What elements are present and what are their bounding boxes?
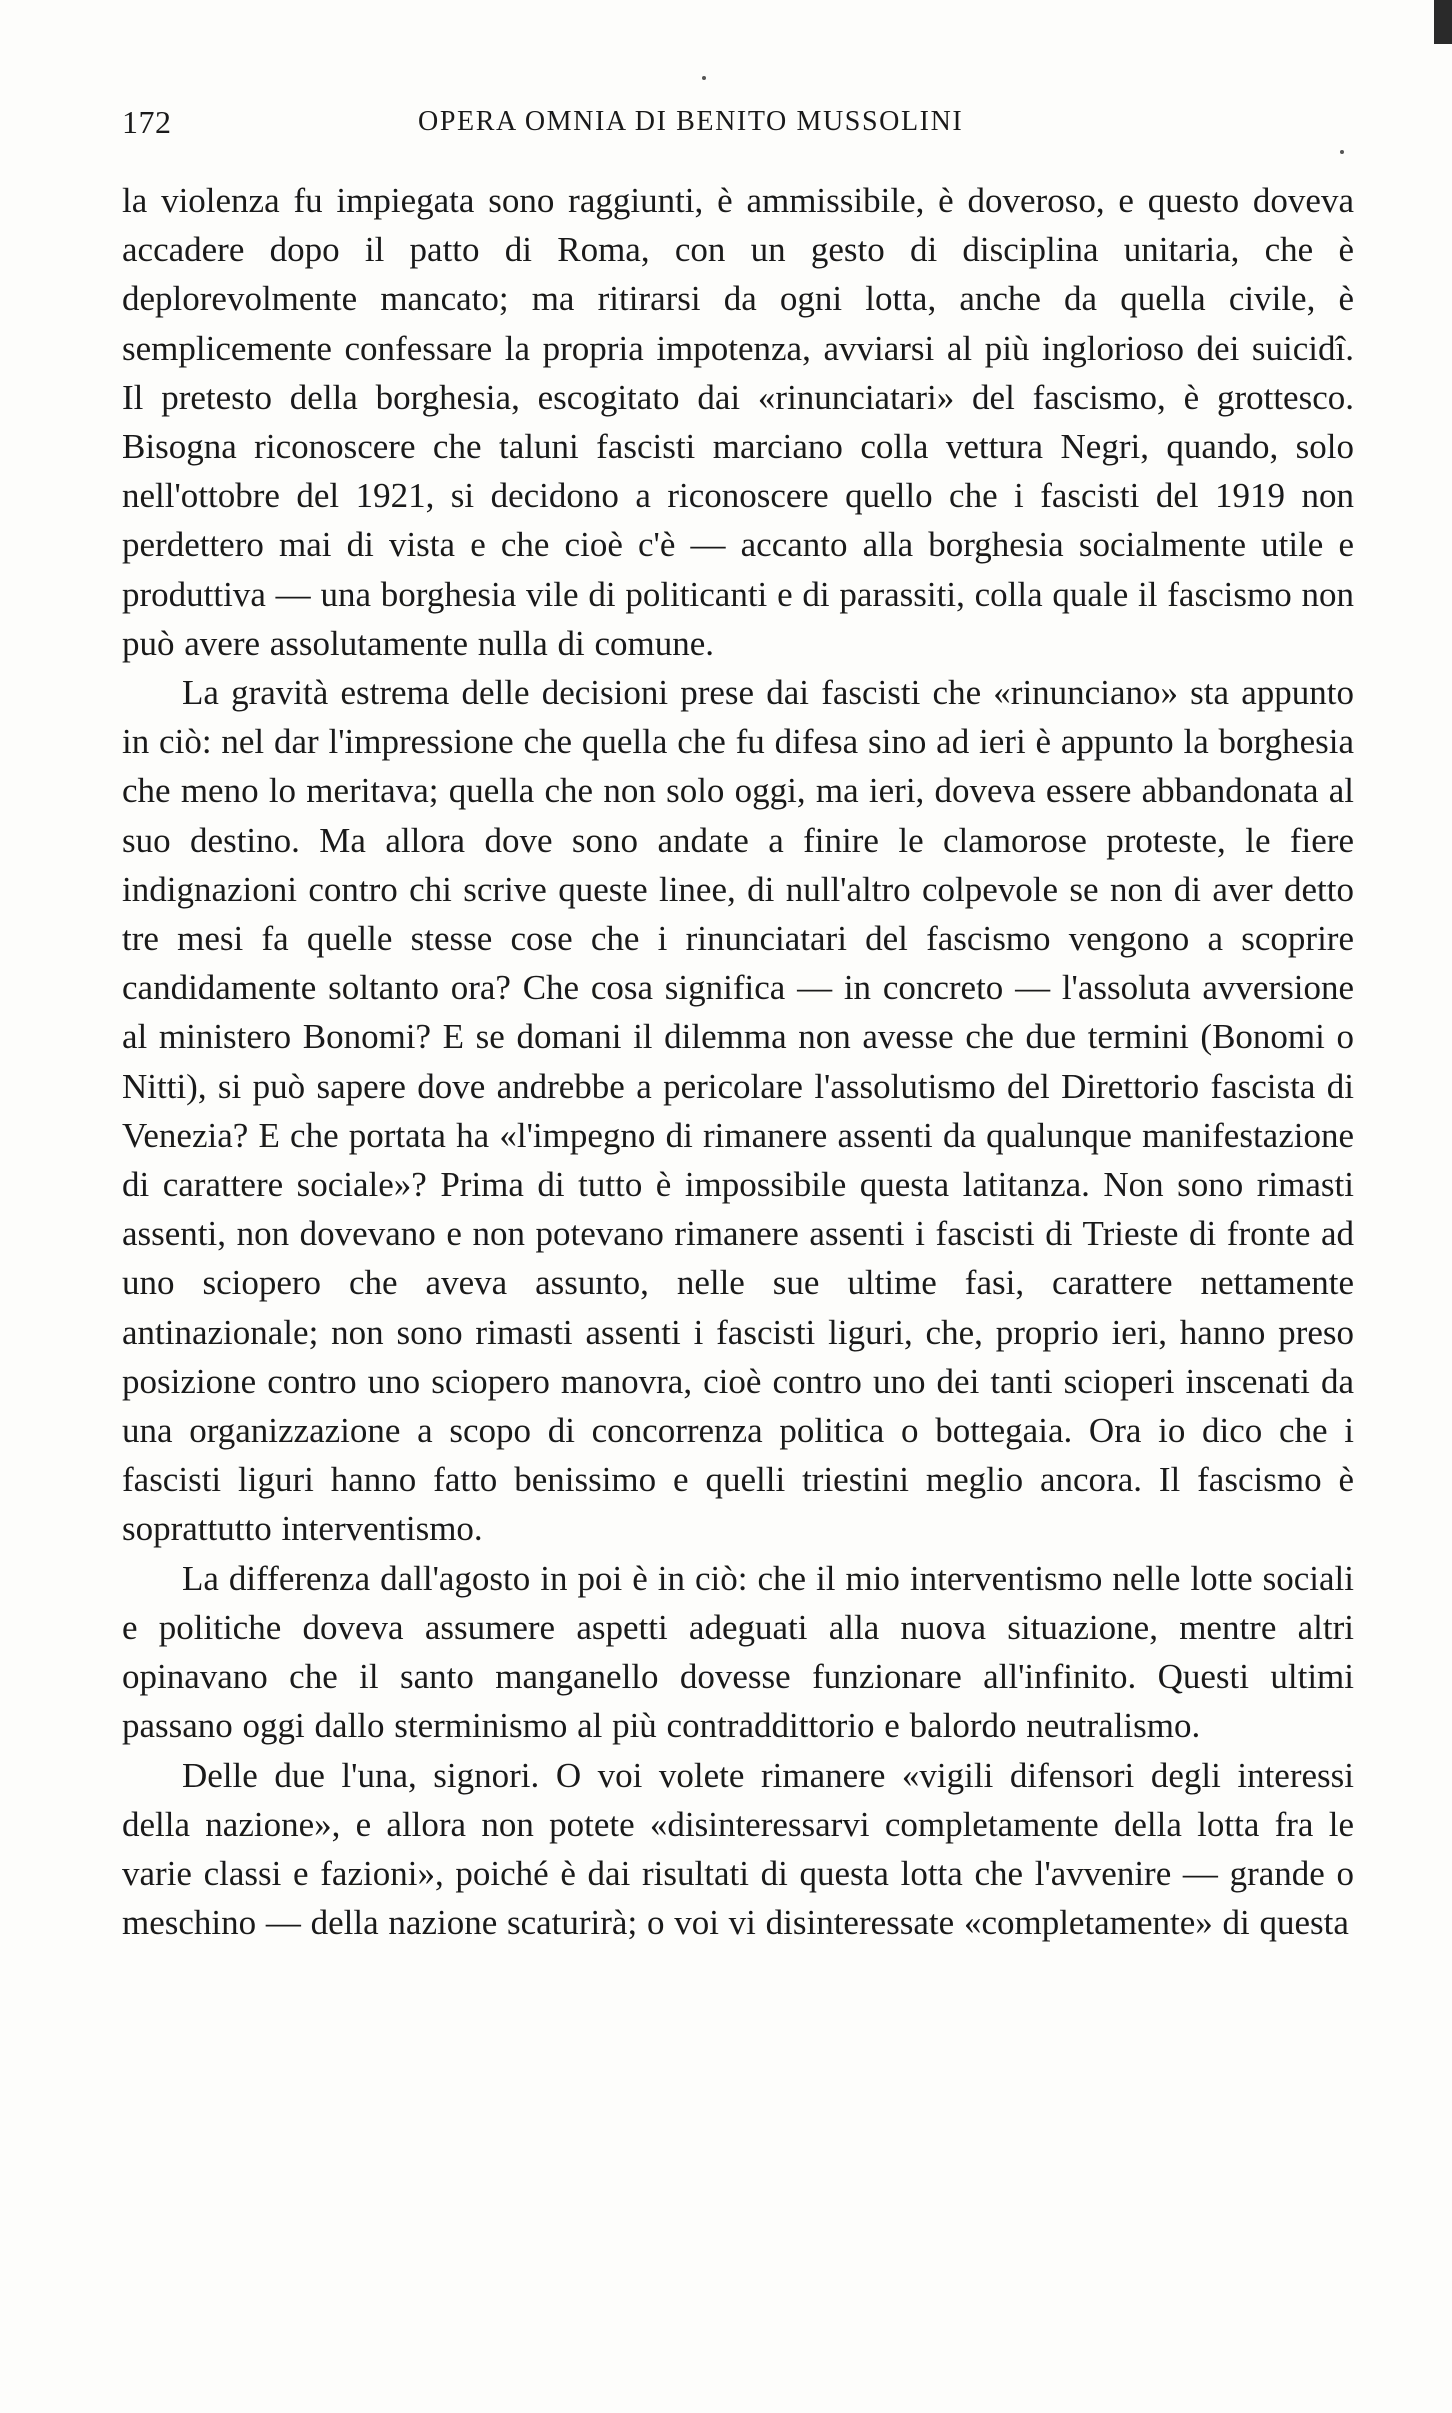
scan-speck — [1340, 150, 1344, 154]
paragraph-2: La gravità estrema delle decisioni prese dai fascisti che «rinunciano» sta appunto in ciò: nel dar l'impressione che quella che fu difesa sino ad ieri è appunto la borghesia che meno lo meritava; quella che non solo oggi, ma ieri, doveva essere abbandonata al suo destino. Ma allora dove sono andate a finire le clamorose proteste, le fiere indignazioni contro chi scrive queste linee, di null'altro colpevole se non di aver detto tre mesi fa quelle stesse cose che i rinunciatari del fascismo vengono a scoprire candidamente soltanto ora? Che cosa significa — in concreto — l'assoluta avversione al ministero Bonomi? E se domani il dilemma non avesse che due termini (Bonomi o Nitti), si può sapere dove andrebbe a pericolare l'assolutismo del Direttorio fascista di Venezia? E che portata ha «l'impegno di rimanere assenti da qualunque manifestazione di carattere sociale»? Prima di tutto è impossibile questa latitanza. Non sono rimasti assenti, non dovevano e non potevano rimanere assenti i fascisti di Trieste di fronte ad uno sciopero che aveva assunto, nelle sue ultime fasi, carattere nettamente antinazionale; non sono rimasti assenti i fascisti liguri, che, proprio ieri, hanno preso posizione contro uno sciopero manovra, cioè contro uno dei tanti scioperi inscenati da una organizzazione a scopo di concorrenza politica o bottegaia. Ora io dico che i fascisti liguri hanno fatto benissimo e quelli triestini meglio ancora. Il fascismo è soprattutto interventismo. — [122, 673, 1354, 1549]
paragraph-4: Delle due l'una, signori. O voi volete rimanere «vigili difensori degli interessi della nazione», e allora non potete «disinteressarvi completamente della lotta fra le varie classi e fazioni», poiché è dai risultati di questa lotta che l'avvenire — grande o meschino — della nazione scaturirà; o voi vi disinteressate «completamente» di questa — [122, 1755, 1354, 1943]
paragraph-3: La differenza dall'agosto in poi è in ciò: che il mio interventismo nelle lotte sociali e politiche doveva assumere aspetti adeguati alla nuova situazione, mentre altri opinavano che il santo manganello dovesse funzionare all'infinito. Questi ultimi passano oggi dallo sterminismo al più contraddittorio e balordo neutralismo. — [122, 1558, 1354, 1746]
scan-speck — [702, 76, 706, 80]
page-header — [122, 104, 1354, 148]
page-number: 172 — [122, 104, 172, 140]
scan-edge-mark — [1434, 0, 1452, 44]
paragraph-1: la violenza fu impiegata sono raggiunti, è ammissibile, è doveroso, e questo doveva accadere dopo il patto di Roma, con un gesto di disciplina unitaria, che è deplorevolmente mancato; ma ritirarsi da ogni lotta, anche da quella civile, è semplicemente confessare la propria impotenza, avviarsi al più inglorioso dei suicidî. Il pretesto della borghesia, escogitato dai «rinunciatari» del fascismo, è grottesco. Bisogna riconoscere che taluni fascisti marciano colla vettura Negri, quando, solo nell'ottobre del 1921, si decidono a riconoscere quello che i fascisti del 1919 non perdettero mai di vista e che cioè c'è — accanto alla borghesia socialmente utile e produttiva — una borghesia vile di politicanti e di parassiti, colla quale il fascismo non può avere assolutamente nulla di comune. — [122, 181, 1354, 663]
body-text — [122, 176, 1354, 1947]
running-title: OPERA OMNIA DI BENITO MUSSOLINI — [418, 106, 964, 137]
